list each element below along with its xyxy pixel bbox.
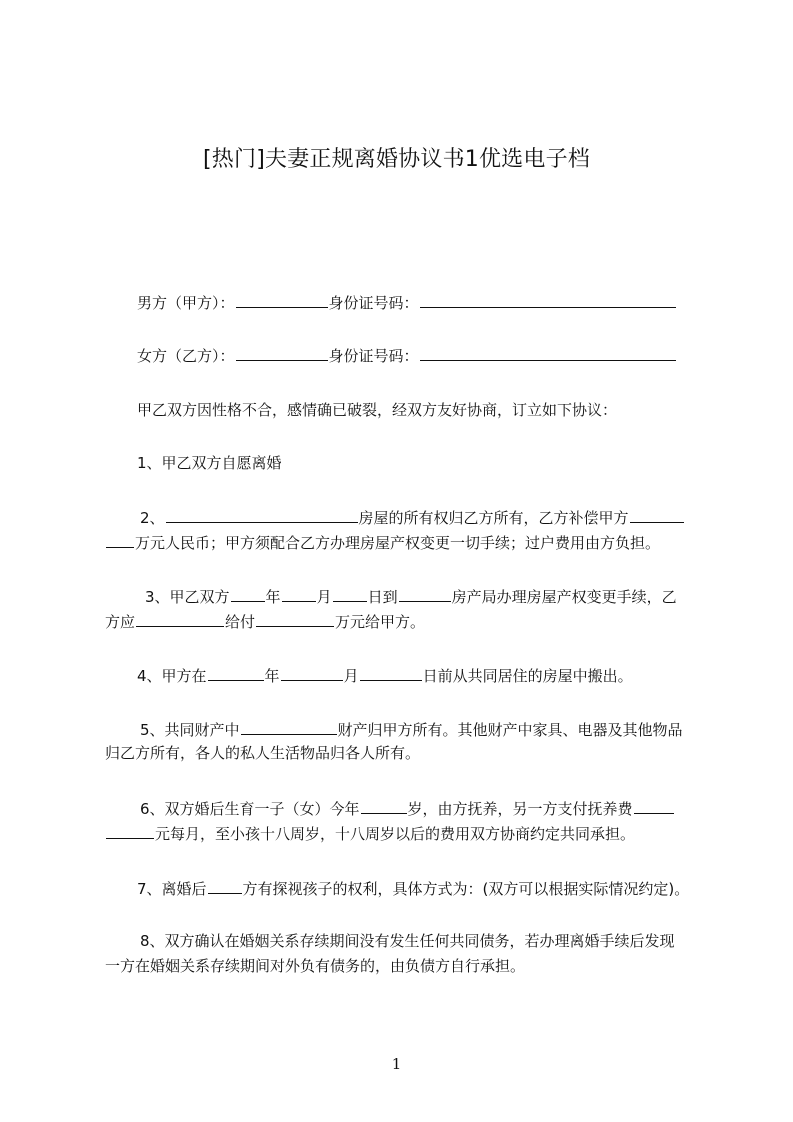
clause-4-month-blank bbox=[281, 665, 343, 681]
clause-2-amount-blank-end bbox=[106, 532, 134, 548]
document-title: [热门]夫妻正规离婚协议书1优选电子档 bbox=[203, 147, 590, 172]
clause-4-line bbox=[137, 665, 633, 685]
clause-4-year-blank bbox=[208, 665, 264, 681]
clause-6-prefix: 6、双方婚后生育一子（女）今年 bbox=[140, 800, 360, 818]
party-b-name-blank bbox=[236, 345, 328, 361]
clause-3-text-d: 万元给甲方。 bbox=[335, 613, 426, 631]
clause-8-line-2: 一方在婚姻关系存续期间对外负有债务的，由负债方自行承担。 bbox=[105, 957, 526, 975]
party-b-label: 女方（乙方）： bbox=[137, 347, 235, 365]
party-b-id-blank bbox=[420, 345, 676, 361]
clause-3-day-label: 日到 bbox=[367, 588, 398, 606]
clause-5-text-a: 财产归甲方所有。其他财产中家具、电器及其他物品 bbox=[337, 721, 683, 739]
clause-3-year-label: 年 bbox=[265, 588, 281, 606]
clause-6-line-1 bbox=[140, 798, 675, 818]
page-number: 1 bbox=[391, 1055, 402, 1073]
party-b-id-label: 身份证号码： bbox=[328, 347, 419, 365]
clause-3-amount-blank bbox=[256, 611, 334, 627]
clause-3-month-label: 月 bbox=[316, 588, 332, 606]
clause-4-prefix: 4、甲方在 bbox=[137, 667, 207, 685]
clause-6-line-2 bbox=[105, 823, 635, 843]
clause-5-line-2: 归乙方所有，各人的私人生活物品归各人所有。 bbox=[105, 744, 421, 762]
clause-6-text-b: 元每月，至小孩十八周岁，十八周岁以后的费用双方协商约定共同承担。 bbox=[155, 825, 636, 843]
clause-2-property-blank bbox=[166, 507, 358, 523]
clause-2-line-2 bbox=[105, 532, 660, 552]
clause-3-text-a: 房产局办理房屋产权变更手续，乙 bbox=[451, 588, 677, 606]
party-a-id-blank bbox=[420, 292, 676, 308]
clause-7-line bbox=[137, 878, 689, 898]
clause-3-text-b: 方应 bbox=[105, 613, 136, 631]
clause-3-line-2 bbox=[105, 611, 425, 631]
intro-paragraph: 甲乙双方因性格不合，感情确已破裂，经双方友好协商，订立如下协议： bbox=[137, 401, 618, 419]
party-b-line bbox=[137, 345, 677, 365]
clause-4-day-blank bbox=[360, 665, 422, 681]
party-a-name-blank bbox=[236, 292, 328, 308]
clause-3-registry-blank bbox=[399, 586, 451, 602]
clause-2-text-b: 万元人民币；甲方须配合乙方办理房屋产权变更一切手续；过户费用由方负担。 bbox=[135, 534, 661, 552]
clause-3-year-blank bbox=[231, 586, 265, 602]
clause-2-amount-blank-start bbox=[630, 507, 684, 523]
clause-6-age-blank bbox=[361, 798, 407, 814]
clause-4-month-label: 月 bbox=[343, 667, 359, 685]
clause-5-property-blank bbox=[241, 719, 337, 735]
clause-3-text-c: 给付 bbox=[225, 613, 256, 631]
clause-2-text-a: 房屋的所有权归乙方所有，乙方补偿甲方 bbox=[358, 509, 629, 527]
clause-2-prefix: 2、 bbox=[140, 509, 165, 527]
clause-2-line-1 bbox=[140, 507, 685, 527]
clause-6-support-blank-start bbox=[634, 798, 674, 814]
clause-6-support-blank-end bbox=[106, 823, 154, 839]
party-a-line bbox=[137, 292, 677, 312]
party-a-label: 男方（甲方）： bbox=[137, 294, 235, 312]
clause-3-month-blank bbox=[282, 586, 316, 602]
clause-1: 1、甲乙双方自愿离婚 bbox=[137, 454, 282, 472]
clause-7-text-a: 方有探视孩子的权利，具体方式为：(双方可以根据实际情况约定)。 bbox=[242, 880, 690, 898]
clause-5-line-1 bbox=[140, 719, 683, 739]
clause-3-prefix: 3、甲乙双方 bbox=[145, 588, 230, 606]
clause-5-prefix: 5、共同财产中 bbox=[140, 721, 240, 739]
clause-3-line-1 bbox=[145, 586, 677, 606]
clause-3-payer-blank bbox=[136, 611, 224, 627]
clause-7-prefix: 7、离婚后 bbox=[137, 880, 207, 898]
clause-3-day-blank bbox=[333, 586, 367, 602]
clause-8-line-1: 8、双方确认在婚姻关系存续期间没有发生任何共同债务，若办理离婚手续后发现 bbox=[140, 932, 675, 950]
clause-7-party-blank bbox=[208, 878, 242, 894]
clause-4-text-a: 日前从共同居住的房屋中搬出。 bbox=[422, 667, 633, 685]
clause-4-year-label: 年 bbox=[264, 667, 280, 685]
clause-6-text-a: 岁，由方抚养，另一方支付抚养费 bbox=[407, 800, 633, 818]
party-a-id-label: 身份证号码： bbox=[328, 294, 419, 312]
